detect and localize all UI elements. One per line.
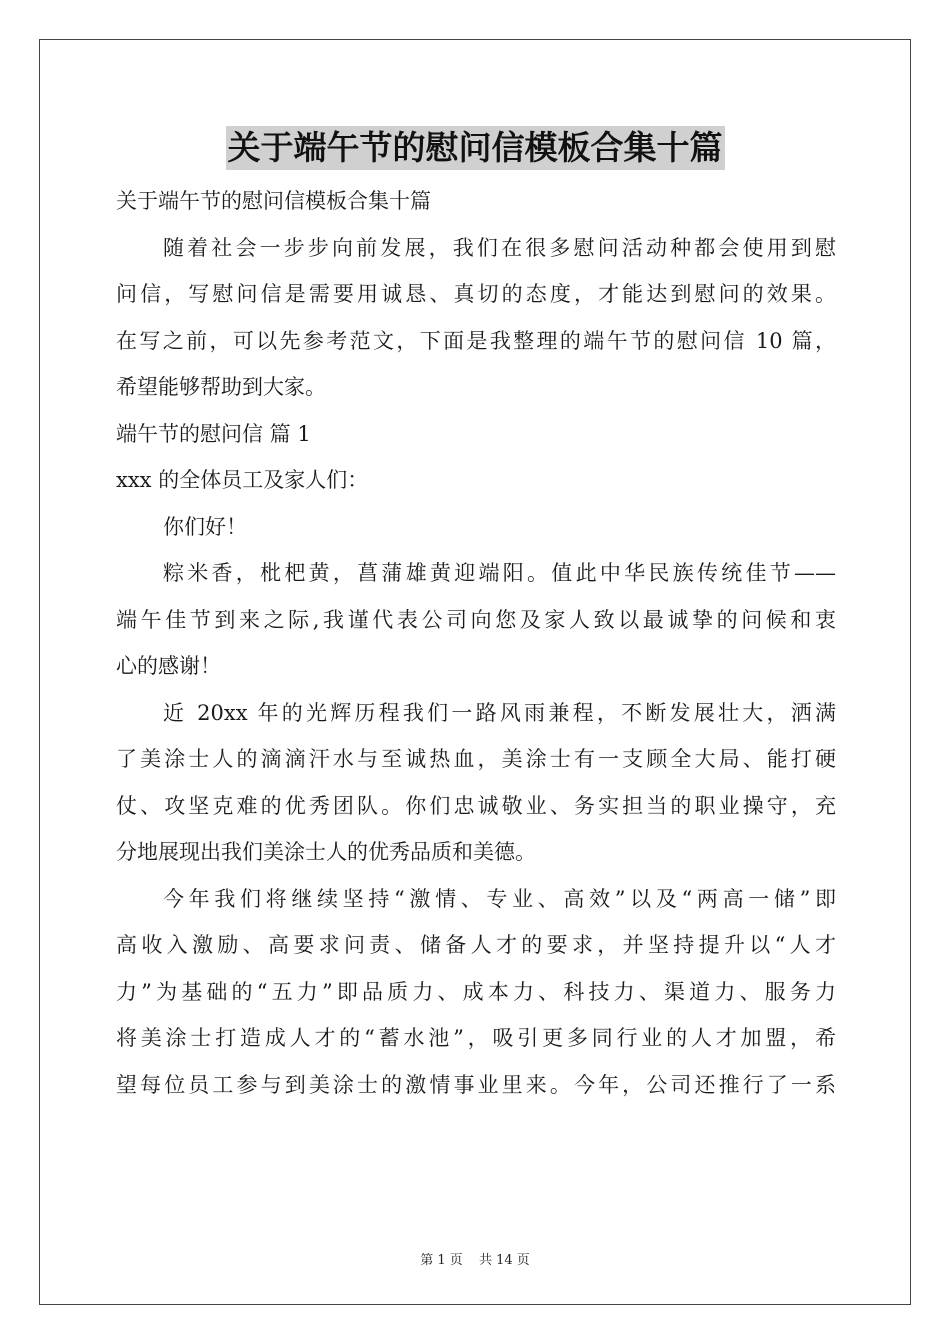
paragraph-line: 将美涂士打造成人才的“蓄水池”，吸引更多同行业的人才加盟，希	[116, 1026, 836, 1050]
paragraph-line: 问信，写慰问信是需要用诚恳、真切的态度，才能达到慰问的效果。	[116, 282, 836, 306]
paragraph-line: 心的感谢！	[116, 654, 221, 678]
paragraph-line: 望每位员工参与到美涂士的激情事业里来。今年，公司还推行了一系	[116, 1072, 836, 1097]
subtitle-line: 关于端午节的慰问信模板合集十篇	[116, 189, 431, 213]
paragraph-line: 了美涂士人的滴滴汗水与至诚热血，美涂士有一支顾全大局、能打硬	[116, 747, 836, 771]
paragraph-line: 希望能够帮助到大家。	[116, 375, 326, 399]
title-container	[0, 126, 950, 170]
paragraph-line: 端午佳节到来之际,我谨代表公司向您及家人致以最诚挚的问候和衷	[116, 607, 836, 632]
paragraph-line: 力”为基础的“五力”即品质力、成本力、科技力、渠道力、服务力	[116, 979, 836, 1004]
salutation-line: xxx 的全体员工及家人们：	[116, 468, 369, 492]
paragraph-line: 粽米香，枇杷黄，菖蒲雄黄迎端阳。值此中华民族传统佳节——	[163, 561, 836, 585]
page-total: 共 14 页	[478, 1253, 530, 1268]
paragraph-line: 分地展现出我们美涂士人的优秀品质和美德。	[116, 840, 536, 864]
document-title: 关于端午节的慰问信模板合集十篇	[226, 126, 725, 170]
page-footer	[0, 1249, 950, 1268]
page-number: 第 1 页	[420, 1253, 463, 1268]
section-heading: 端午节的慰问信 篇 1	[116, 421, 311, 446]
document-body	[116, 178, 836, 1108]
paragraph-line: 今年我们将继续坚持“激情、专业、高效”以及“两高一储”即	[163, 886, 836, 911]
greeting-line: 你们好！	[163, 514, 247, 539]
paragraph-line: 在写之前，可以先参考范文，下面是我整理的端午节的慰问信 10 篇，	[116, 328, 836, 353]
paragraph-line: 随着社会一步步向前发展，我们在很多慰问活动种都会使用到慰	[163, 235, 836, 260]
paragraph-line: 仗、攻坚克难的优秀团队。你们忠诚敬业、务实担当的职业操守，充	[116, 793, 836, 818]
paragraph-line: 高收入激励、高要求问责、储备人才的要求，并坚持提升以“人才	[116, 933, 836, 957]
paragraph-line: 近 20xx 年的光辉历程我们一路风雨兼程，不断发展壮大，洒满	[163, 700, 836, 725]
